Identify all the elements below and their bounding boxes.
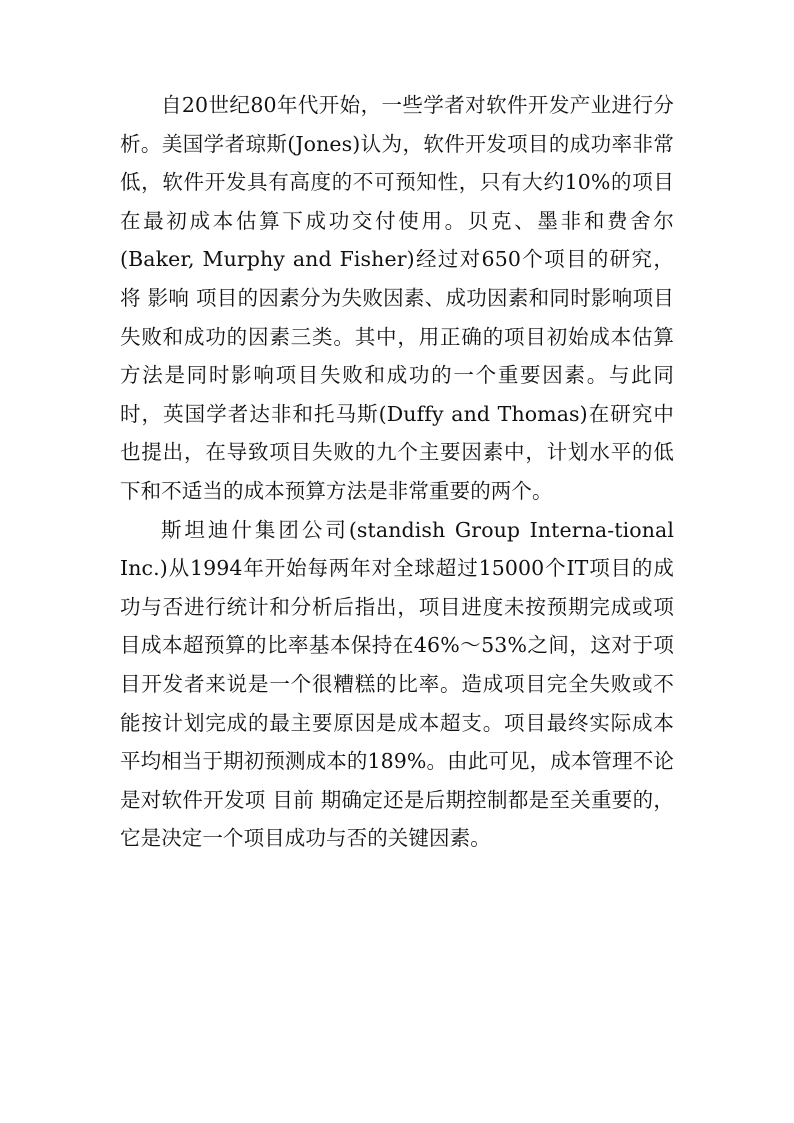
document-body — [120, 86, 674, 858]
paragraph-1: 自20世纪80年代开始，一些学者对软件开发产业进行分析。美国学者琼斯(Jones)认为，软件开发项目的成功率非常低，软件开发具有高度的不可预知性，只有大约10%的项目在最初成本估算下成功交付使用。贝克、墨非和费舍尔(Baker, Murphy and Fisher)经过对650个项目的研究，将 影响 项目的因素分为失败因素、成功因素和同时影响项目失败和成功的因素三类。其中，用正确的项目初始成本估算方法是同时影响项目失败和成功的一个重要因素。与此同时，英国学者达非和托马斯(Duffy and Thomas)在研究中也提出，在导致项目失败的九个主要因素中，计划水平的低下和不适当的成本预算方法是非常重要的两个。 — [120, 93, 674, 503]
paragraph-2: 斯坦迪什集团公司(standish Group Interna-tional Inc.)从1994年开始每两年对全球超过15000个IT项目的成功与否进行统计和分析后指出，项目进度未按预期完成或项目成本超预算的比率基本保持在46%～53%之间，这对于项目开发者来说是一个很糟糕的比率。造成项目完全失败或不能按计划完成的最主要原因是成本超支。项目最终实际成本平均相当于期初预测成本的189%。由此可见，成本管理不论是对软件开发项 目前 期确定还是后期控制都是至关重要的，它是决定一个项目成功与否的关键因素。 — [120, 517, 674, 851]
